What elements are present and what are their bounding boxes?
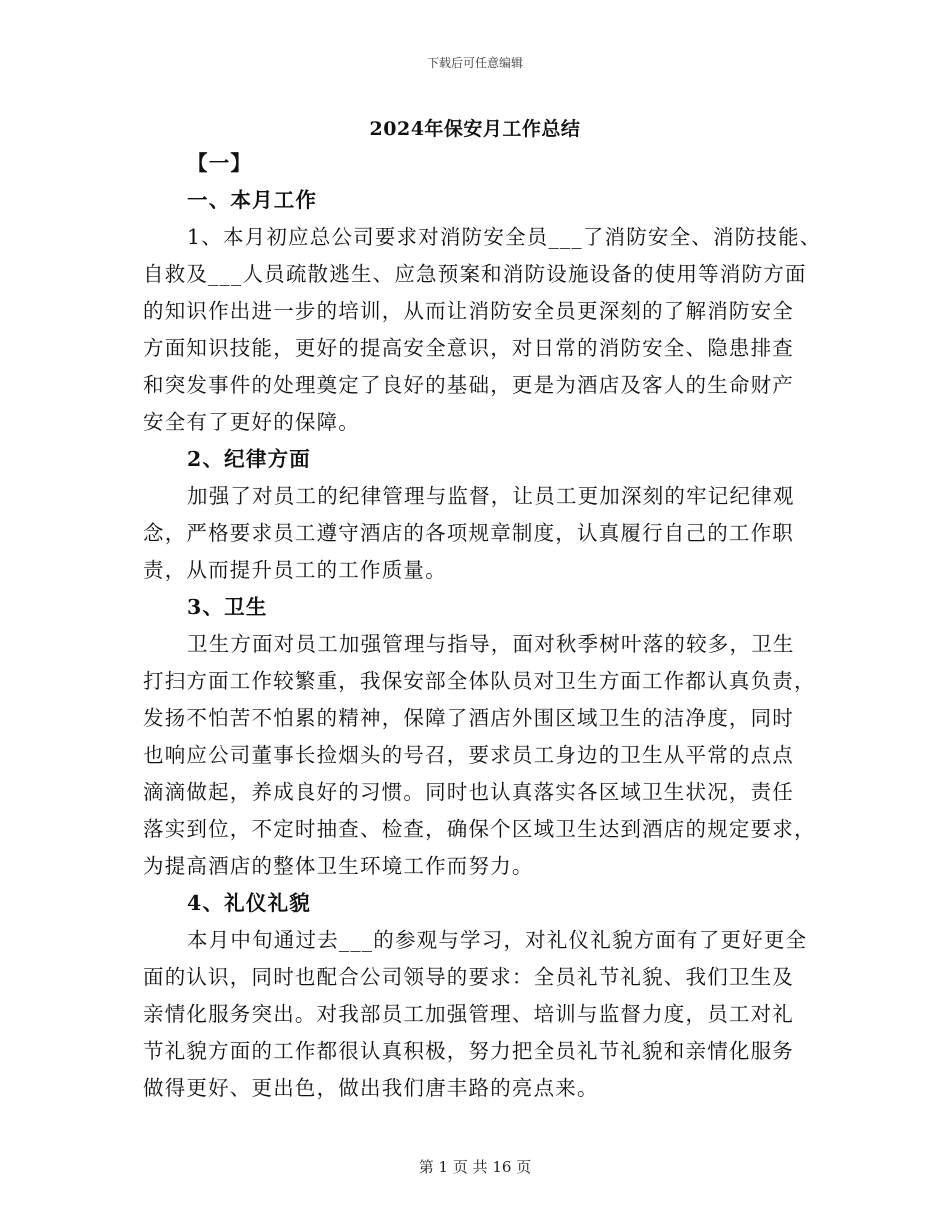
document-title: 2024年保安月工作总结 xyxy=(369,118,581,140)
paragraph-line: 念，严格要求员工遵守酒店的各项规章制度，认真履行自己的工作职 xyxy=(143,521,794,545)
paragraph-line: 方面知识技能，更好的提高安全意识，对日常的消防安全、隐患排查 xyxy=(143,336,794,360)
document-body xyxy=(143,145,822,1107)
paragraph-line: 本月中旬通过去___的参观与学习，对礼仪礼貌方面有了更好更全 xyxy=(187,928,808,952)
paragraph-line: 滴滴做起，养成良好的习惯。同时也认真落实各区域卫生状况，责任 xyxy=(143,780,794,804)
heading-etiquette: 4、礼仪礼貌 xyxy=(187,891,311,915)
paragraph-line: 卫生方面对员工加强管理与指导，面对秋季树叶落的较多，卫生 xyxy=(187,632,795,656)
paragraph-line: 打扫方面工作较繁重，我保安部全体队员对卫生方面工作都认真负责， xyxy=(143,669,816,693)
heading-discipline: 2、纪律方面 xyxy=(187,447,311,471)
heading-work-this-month: 一、本月工作 xyxy=(187,188,318,212)
heading-hygiene: 3、卫生 xyxy=(187,595,268,619)
paragraph-line: 也响应公司董事长捡烟头的号召，要求员工身边的卫生从平常的点点 xyxy=(143,743,794,767)
paragraph-line: 亲情化服务突出。对我部员工加强管理、培训与监督力度，员工对礼 xyxy=(143,1002,794,1026)
paragraph-line: 的知识作出进一步的培训，从而让消防安全员更深刻的了解消防安全 xyxy=(143,299,794,323)
header-note: 下载后可任意编辑 xyxy=(426,56,523,70)
paragraph-line: 面的认识，同时也配合公司领导的要求：全员礼节礼貌、我们卫生及 xyxy=(143,965,794,989)
paragraph-line: 做得更好、更出色，做出我们唐丰路的亮点来。 xyxy=(143,1076,599,1100)
paragraph-line: 自救及___人员疏散逃生、应急预案和消防设施设备的使用等消防方面 xyxy=(143,262,807,286)
paragraph-line: 1、本月初应总公司要求对消防安全员___了消防安全、消防技能、 xyxy=(187,225,822,249)
paragraph-line: 落实到位，不定时抽查、检查，确保个区域卫生达到酒店的规定要求， xyxy=(143,817,816,841)
paragraph-line: 加强了对员工的纪律管理与监督，让员工更加深刻的牢记纪律观 xyxy=(187,484,795,508)
section-marker: 【一】 xyxy=(187,151,253,175)
page-footer: 第 1 页 共 16 页 xyxy=(418,1158,532,1176)
paragraph-line: 安全有了更好的保障。 xyxy=(143,410,360,434)
paragraph-line: 发扬不怕苦不怕累的精神，保障了酒店外围区域卫生的洁净度，同时 xyxy=(143,706,794,730)
paragraph-line: 和突发事件的处理奠定了良好的基础，更是为酒店及客人的生命财产 xyxy=(143,373,794,397)
paragraph-line: 责，从而提升员工的工作质量。 xyxy=(143,558,447,582)
paragraph-line: 为提高酒店的整体卫生环境工作而努力。 xyxy=(143,854,534,878)
paragraph-line: 节礼貌方面的工作都很认真积极，努力把全员礼节礼貌和亲情化服务 xyxy=(143,1039,794,1063)
